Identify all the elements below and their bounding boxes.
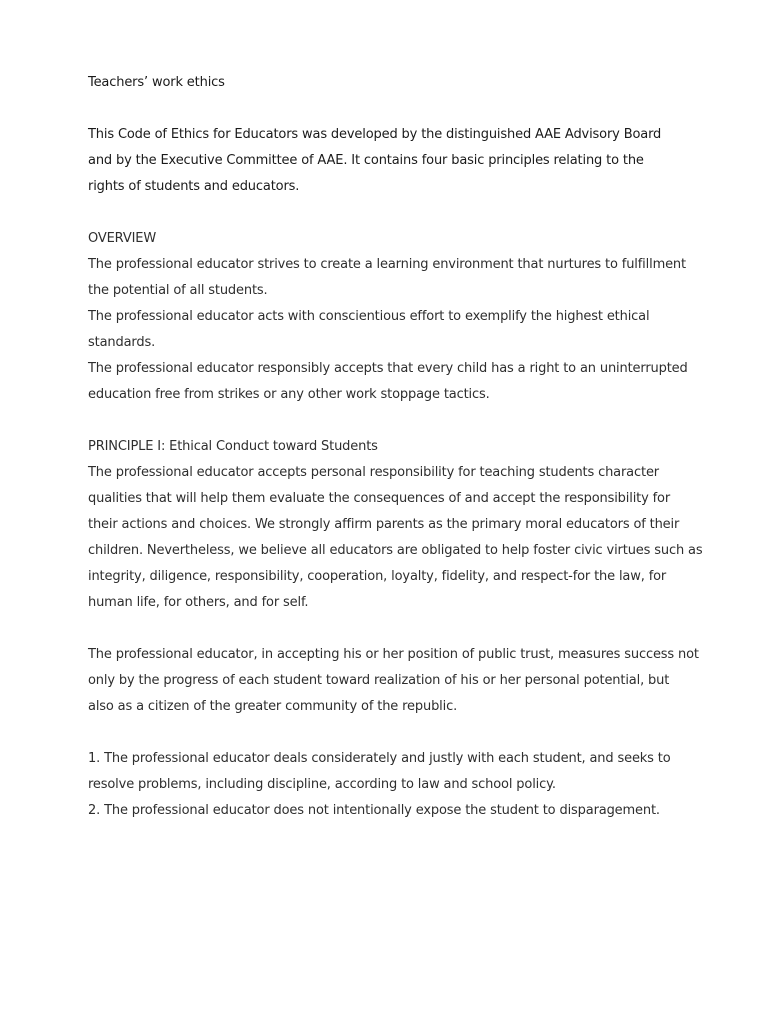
- overview-line: standards.: [88, 335, 156, 350]
- overview-line: education free from strikes or any other work stoppage tactics.: [88, 387, 490, 402]
- principle-1-line: their actions and choices. We strongly affirm parents as the primary moral educators of their: [88, 517, 680, 532]
- public-trust-line: only by the progress of each student toward realization of his or her personal potential, but: [88, 673, 670, 688]
- intro-line: and by the Executive Committee of AAE. It contains four basic principles relating to the: [88, 153, 644, 168]
- overview-line: The professional educator responsibly accepts that every child has a right to an uninterrupted: [88, 361, 688, 376]
- public-trust-paragraph: [88, 642, 698, 720]
- overview-line: The professional educator strives to create a learning environment that nurtures to fulfillment: [88, 257, 686, 272]
- intro-line: rights of students and educators.: [88, 179, 300, 194]
- principle-1-line: qualities that will help them evaluate the consequences of and accept the responsibility for: [88, 491, 671, 506]
- list-item: 1. The professional educator deals considerately and justly with each student, and seeks to: [88, 751, 671, 766]
- principle-1-line: children. Nevertheless, we believe all educators are obligated to help foster civic virtues such as: [88, 543, 703, 558]
- principle-1-heading: PRINCIPLE I: Ethical Conduct toward Students: [88, 439, 378, 454]
- overview-section: [88, 226, 698, 408]
- document-title: Teachers’ work ethics: [88, 75, 225, 90]
- overview-line: the potential of all students.: [88, 283, 268, 298]
- overview-line: The professional educator acts with conscientious effort to exemplify the highest ethical: [88, 309, 650, 324]
- principle-1-line: The professional educator accepts personal responsibility for teaching students character: [88, 465, 659, 480]
- principle-1-line: human life, for others, and for self.: [88, 595, 309, 610]
- public-trust-line: The professional educator, in accepting his or her position of public trust, measures success not: [88, 647, 699, 662]
- intro-paragraph: [88, 122, 698, 200]
- list-item: resolve problems, including discipline, according to law and school policy.: [88, 777, 556, 792]
- intro-line: This Code of Ethics for Educators was developed by the distinguished AAE Advisory Board: [88, 127, 662, 142]
- numbered-list: [88, 746, 698, 824]
- principle-1-line: integrity, diligence, responsibility, cooperation, loyalty, fidelity, and respect-for the law, for: [88, 569, 667, 584]
- overview-heading: OVERVIEW: [88, 231, 157, 246]
- principle-1-section: [88, 434, 703, 616]
- list-item: 2. The professional educator does not intentionally expose the student to disparagement.: [88, 803, 660, 818]
- public-trust-line: also as a citizen of the greater community of the republic.: [88, 699, 458, 714]
